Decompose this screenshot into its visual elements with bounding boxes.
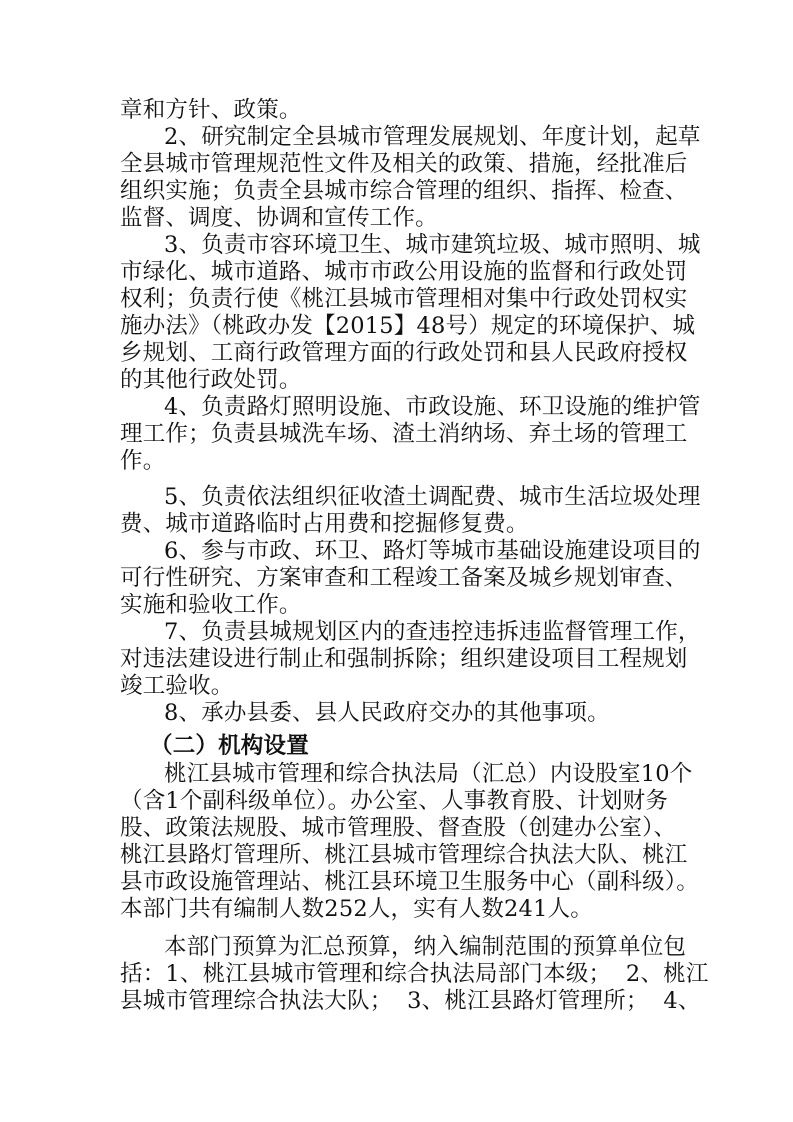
text-line: 施办法》（桃政办发【2015】48号）规定的环境保护、城 [120,313,696,339]
text-line: 2、研究制定全县城市管理发展规划、年度计划，起草 [164,124,701,150]
text-line: （含1个副科级单位）。办公室、人事教育股、计划财务 [120,788,669,814]
text-line: 括：1、桃江县城市管理和综合执法局部门本级； 2、桃江 [120,961,709,987]
text-line: 3、负责市容环境卫生、城市建筑垃圾、城市照明、城 [164,232,701,258]
text-line: 实施和验收工作。 [120,592,302,618]
text-line: 权利；负责行使《桃江县城市管理相对集中行政处罚权实 [120,286,688,312]
text-line: 6、参与市政、环卫、路灯等城市基础设施建设项目的 [164,538,701,564]
text-line: 县市政设施管理站、桃江县环境卫生服务中心（副科级）。 [120,869,699,895]
text-line: 费、城市道路临时占用费和挖掘修复费。 [120,511,529,537]
text-line: 竣工验收。 [120,673,234,699]
text-line: 8、承办县委、县人民政府交办的其他事项。 [164,700,610,726]
text-line: 本部门预算为汇总预算，纳入编制范围的预算单位包 [164,934,687,960]
text-line: 本部门共有编制人数252人，实有人数241人。 [120,896,593,922]
text-line: 县城市管理综合执法大队； 3、桃江县路灯管理所； 4、 [120,988,701,1014]
text-line: 4、负责路灯照明设施、市政设施、环卫设施的维护管 [164,394,701,420]
text-line: 全县城市管理规范性文件及相关的政策、措施，经批准后 [120,151,688,177]
text-line: 7、负责县城规划区内的查违控违拆违监督管理工作， [164,619,701,645]
text-line: 理工作；负责县城洗车场、渣土消纳场、弃土场的管理工 [120,421,688,447]
text-line: 股、政策法规股、城市管理股、督查股（创建办公室）、 [120,815,677,841]
text-line: 桃江县城市管理和综合执法局（汇总）内设股室10个 [164,761,693,787]
text-line: 桃江县路灯管理所、桃江县城市管理综合执法大队、桃江 [120,842,688,868]
text-line: 的其他行政处罚。 [120,367,302,393]
text-line: 组织实施；负责全县城市综合管理的组织、指挥、检查、 [120,178,688,204]
text-line: 章和方针、政策。 [120,97,302,123]
text-line: 对违法建设进行制止和强制拆除；组织建设项目工程规划 [120,646,688,672]
text-line: 市绿化、城市道路、城市市政公用设施的监督和行政处罚 [120,259,688,285]
section-heading: （二）机构设置 [150,733,309,759]
text-line: 乡规划、工商行政管理方面的行政处罚和县人民政府授权 [120,340,688,366]
text-line: 作。 [120,448,166,474]
text-line: 监督、调度、协调和宣传工作。 [120,205,438,231]
text-line: 可行性研究、方案审查和工程竣工备案及城乡规划审查、 [120,565,688,591]
text-line: 5、负责依法组织征收渣土调配费、城市生活垃圾处理 [164,484,701,510]
